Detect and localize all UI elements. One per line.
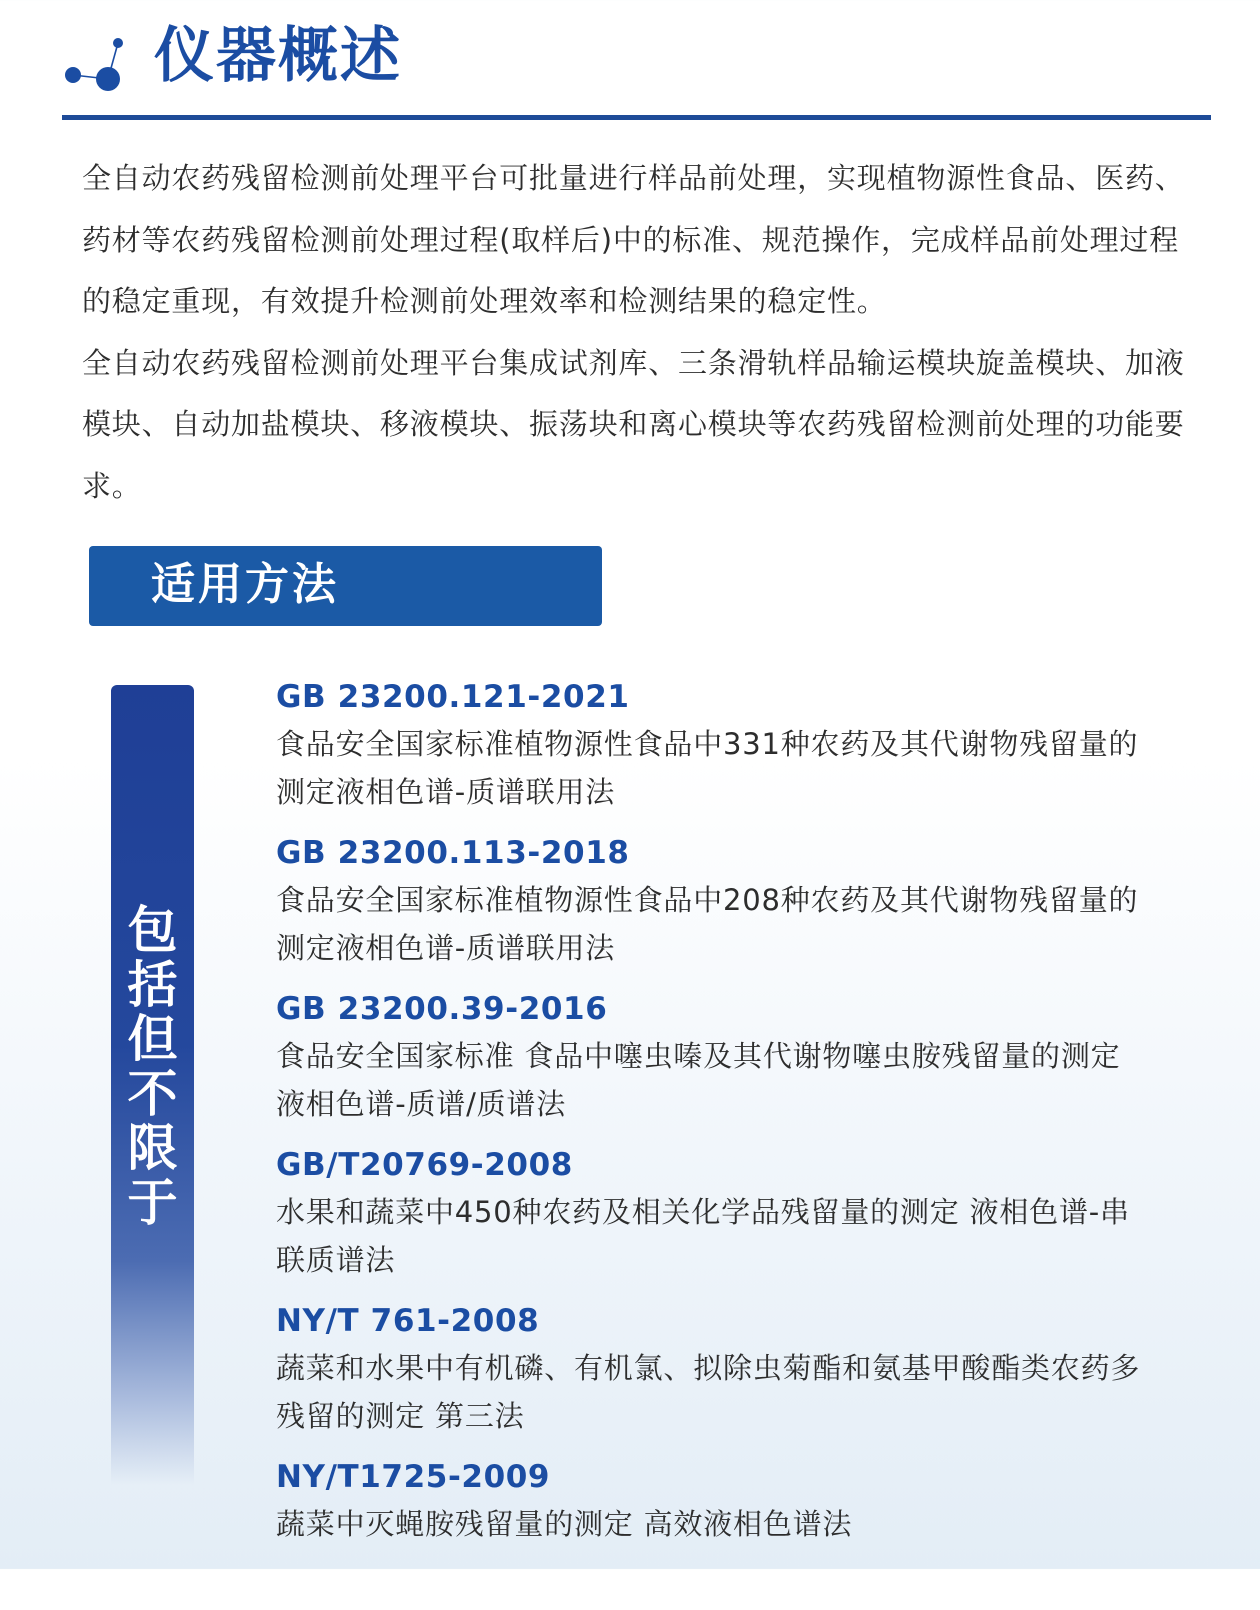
list-item [276, 1454, 1176, 1610]
side-label-text [111, 903, 194, 1230]
section-header [62, 14, 1212, 94]
side-label-char: 包 [127, 901, 178, 959]
molecule-dots-icon [62, 32, 128, 92]
standard-code: GB 23200.39-2016 [276, 991, 608, 1027]
intro-paragraph: 全自动农药残留检测前处理平台可批量进行样品前处理，实现植物源性食品、医药、药材等农药残留检测前处理过程(取样后)中的标准、规范操作，完成样品前处理过程的稳定重现，有效提升检测前处理效率和检测结果的稳定性。 [82, 161, 1185, 318]
list-item [276, 674, 1176, 830]
section-title: 适用方法 [151, 559, 339, 610]
side-label-char: 括 [127, 955, 178, 1014]
side-label-char: 不 [127, 1064, 178, 1123]
standard-code: NY/T1725-2009 [276, 1459, 551, 1495]
side-label-char: 但 [127, 1010, 178, 1068]
standard-description: 食品安全国家标准 食品中噻虫嗪及其代谢物噻虫胺残留量的测定 液相色谱-质谱/质谱法 [276, 1039, 1121, 1121]
page-title: 仪器概述 [154, 21, 402, 91]
list-item [276, 1142, 1176, 1298]
section-title-bar [89, 546, 602, 626]
side-label-char: 于 [127, 1173, 178, 1232]
standard-code: NY/T 761-2008 [276, 1303, 540, 1339]
intro-paragraph: 全自动农药残留检测前处理平台集成试剂库、三条滑轨样品输运模块旋盖模块、加液模块、自动加盐模块、移液模块、振荡块和离心模块等农药残留检测前处理的功能要求。 [82, 345, 1185, 503]
intro-text [82, 148, 1202, 517]
side-label-char: 限 [127, 1119, 178, 1177]
standard-code: GB/T20769-2008 [276, 1147, 573, 1183]
standard-code: GB 23200.113-2018 [276, 835, 630, 871]
standard-description: 食品安全国家标准植物源性食品中208种农药及其代谢物残留量的测定液相色谱-质谱联用法 [276, 883, 1139, 965]
standard-description: 蔬菜和水果中有机磷、有机氯、拟除虫菊酯和氨基甲酸酯类农药多残留的测定 第三法 [276, 1351, 1141, 1433]
standard-description: 水果和蔬菜中450种农药及相关化学品残留量的测定 液相色谱-串联质谱法 [276, 1195, 1130, 1277]
list-item [276, 830, 1176, 986]
standards-list [276, 674, 1176, 1610]
header-divider [62, 115, 1211, 120]
list-item [276, 1298, 1176, 1454]
standard-description: 蔬菜中灭蝇胺残留量的测定 高效液相色谱法 [276, 1507, 853, 1541]
side-label-tab [111, 685, 194, 1485]
standard-description: 食品安全国家标准植物源性食品中331种农药及其代谢物残留量的测定液相色谱-质谱联用法 [276, 727, 1139, 809]
list-item [276, 986, 1176, 1142]
standard-code: GB 23200.121-2021 [276, 679, 630, 715]
